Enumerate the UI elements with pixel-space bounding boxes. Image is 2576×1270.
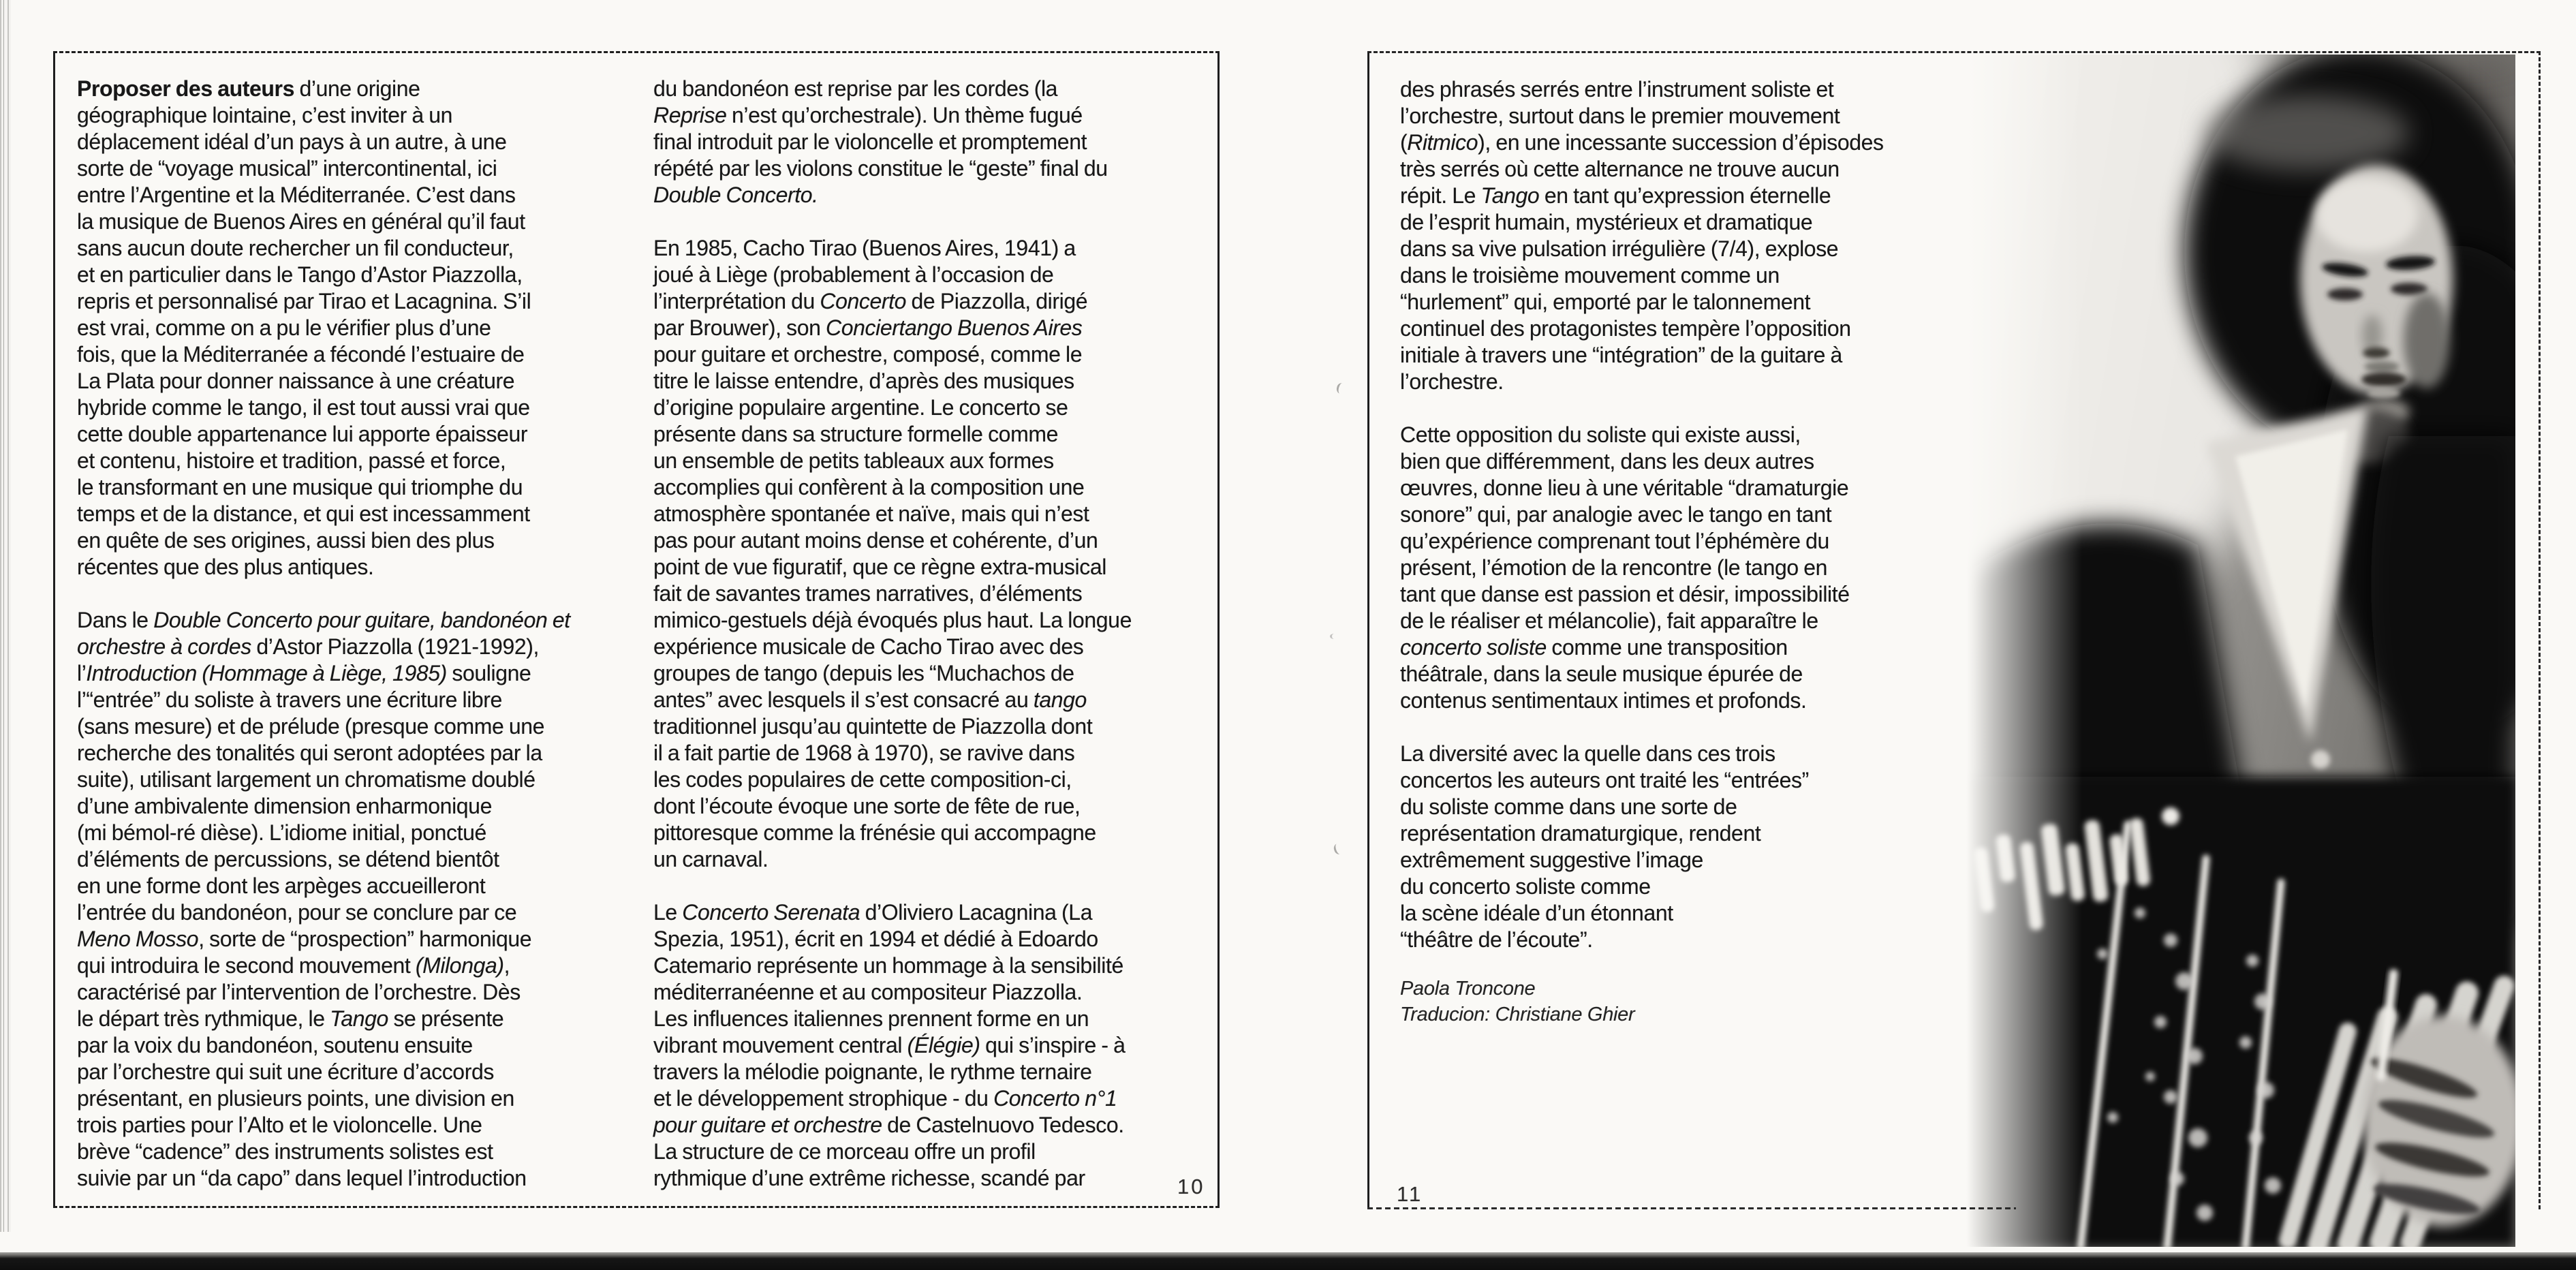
credits bbox=[1400, 976, 1634, 1027]
page-right bbox=[1367, 51, 2541, 1209]
credit-author: Paola Troncone bbox=[1400, 978, 1536, 1000]
right-column bbox=[1400, 76, 2003, 980]
page-right-bottom-border bbox=[1367, 1207, 2016, 1209]
paragraph: Cette opposition du soliste qui existe aussi, bien que différemment, dans les deux autres œuvres, donne lieu à une véritable “dramaturgie sonore” qui, par analogie avec le tango en tant qu’expérience comprenant tout l’éphémère du présent, l’émotion de la rencontre (le tango en tant que danse est passion et désir, impossibilité de le réaliser et mélancolie), fait apparaître le concerto soliste comme une transposition théâtrale, dans la seule musique épurée de contenus sentimentaux intimes et profonds. bbox=[1400, 422, 1850, 713]
page-number-right: 11 bbox=[1397, 1182, 1423, 1206]
paragraph: du bandonéon est reprise par les cordes (la Reprise n’est qu’orchestrale). Un thème fugué final introduit par le violoncelle et promptement répété par les violons constitue le “geste” final du Double Concerto. bbox=[653, 76, 1108, 207]
paragraph: Dans le Double Concerto pour guitare, bandonéon et orchestre à cordes d’Astor Piazzolla (1921-1992), l’Introduction (Hommage à Liège, 1985) souligne l’“entrée” du soliste à travers une écriture libre (sans mesure) et de prélude (presque comme une recherche des tonalités qui seront adoptées par la suite), utilisant largement un chromatisme doublé d’une ambivalente dimension enharmonique (mi bémol-ré dièse). L’idiome initial, ponctué d’éléments de percussions, se détend bientôt en une forme dont les arpèges accueilleront l’entrée du bandonéon, pour se conclure par ce Meno Mosso, sorte de “prospection” harmonique qui introduira le second mouvement (Milonga), caractérisé par l’intervention de l’orchestre. Dès le départ très rythmique, le Tango se présente par la voix du bandonéon, soutenu ensuite par l’orchestre qui suit une écriture d’accords présentant, en plusieurs points, une division en trois parties pour l’Alto et le violoncelle. Une brève “cadence” des instruments solistes est suivie par un “da capo” dans lequel l’introduction bbox=[77, 608, 570, 1190]
scan-bottom-band bbox=[0, 1252, 2576, 1270]
gutter-speck bbox=[1335, 382, 1346, 395]
left-column-2 bbox=[653, 76, 1229, 1218]
left-column-1 bbox=[77, 76, 653, 1218]
paragraph: Proposer des auteurs d’une origine géographique lointaine, c’est inviter à un déplacement idéal d’un pays à un autre, à une sorte de “voyage musical” intercontinental, ici entre l’Argentine et la Méditerranée. C’est dans la musique de Buenos Aires en général qu’il faut sans aucun doute rechercher un fil conducteur, et en particulier dans le Tango d’Astor Piazzolla, repris et personnalisé par Tirao et Lacagnina. S’il est vrai, comme on a pu le vérifier plus d’une fois, que la Méditerranée a fécondé l’estuaire de La Plata pour donner naissance à une créature hybride comme le tango, il est tout aussi vrai que cette double appartenance lui apporte épaisseur et contenu, histoire et tradition, passé et force, le transformant en une musique qui triomphe du temps et de la distance, et qui est incessamment en quête de ses origines, aussi bien des plus récentes que des plus antiques. bbox=[77, 76, 531, 579]
page-left bbox=[53, 51, 1220, 1208]
gutter-speck bbox=[1333, 842, 1344, 855]
credit-translator: Traducion: Christiane Ghier bbox=[1400, 1004, 1635, 1025]
paragraph: La diversité avec la quelle dans ces trois concertos les auteurs ont traité les “entrées” du soliste comme dans une sorte de représentation dramaturgique, rendent extrêmement suggestive l’image du concerto soliste comme la scène idéale d’un étonnant “théâtre de l’écoute”. bbox=[1400, 741, 1809, 952]
paragraph: Le Concerto Serenata d’Oliviero Lacagnina (La Spezia, 1951), écrit en 1994 et dédié à Edoardo Catemario représente un hommage à la sensibilité méditerranéenne et au compositeur Piazzolla. Les influences italiennes prennent forme en un vibrant mouvement central (Élégie) qui s’inspire - à travers la mélodie poignante, le rythme ternaire et le développement strophique - du Concerto n°1 pour guitare et orchestre de Castelnuovo Tedesco. La structure de ce morceau offre un profil rythmique d’une extrême richesse, scandé par bbox=[653, 900, 1126, 1190]
scan-edge-artifact bbox=[0, 0, 11, 1232]
gutter-speck bbox=[1330, 634, 1339, 639]
page-number-left: 10 bbox=[1177, 1175, 1205, 1198]
paragraph: En 1985, Cacho Tirao (Buenos Aires, 1941) a joué à Liège (probablement à l’occasion de l’interprétation du Concerto de Piazzolla, dirigé par Brouwer), son Conciertango Buenos Aires pour guitare et orchestre, composé, comme le titre le laisse entendre, d’après des musiques d’origine populaire argentine. Le concerto se présente dans sa structure formelle comme un ensemble de petits tableaux aux formes accomplies qui confèrent à la composition une atmosphère spontanée et naïve, mais qui n’est pas pour autant moins dense et cohérente, d’un point de vue figuratif, que ce règne extra-musical fait de savantes trames narratives, d’éléments mimico-gestuels déjà évoqués plus haut. La longue expérience musicale de Cacho Tirao avec des groupes de tango (depuis les “Muchachos de antes” avec lesquels il s’est consacré au tango traditionnel jusqu’au quintette de Piazzolla dont il a fait partie de 1968 à 1970), se ravive dans les codes populaires de cette composition-ci, dont l’écoute évoque une sorte de fête de rue, pittoresque comme la frénésie qui accompagne un carnaval. bbox=[653, 236, 1132, 871]
paragraph: des phrasés serrés entre l’instrument soliste et l’orchestre, surtout dans le premier mouvement (Ritmico), en une incessante succession d’épisodes très serrés où cette alternance ne trouve aucun répit. Le Tango en tant qu’expression éternelle de l’esprit humain, mystérieux et dramatique dans sa vive pulsation irrégulière (7/4), explose dans le troisième mouvement comme un “hurlement” qui, emporté par le talonnement continuel des protagonistes tempère l’opposition initiale à travers une “intégration” de la guitare à l’orchestre. bbox=[1400, 77, 1884, 394]
